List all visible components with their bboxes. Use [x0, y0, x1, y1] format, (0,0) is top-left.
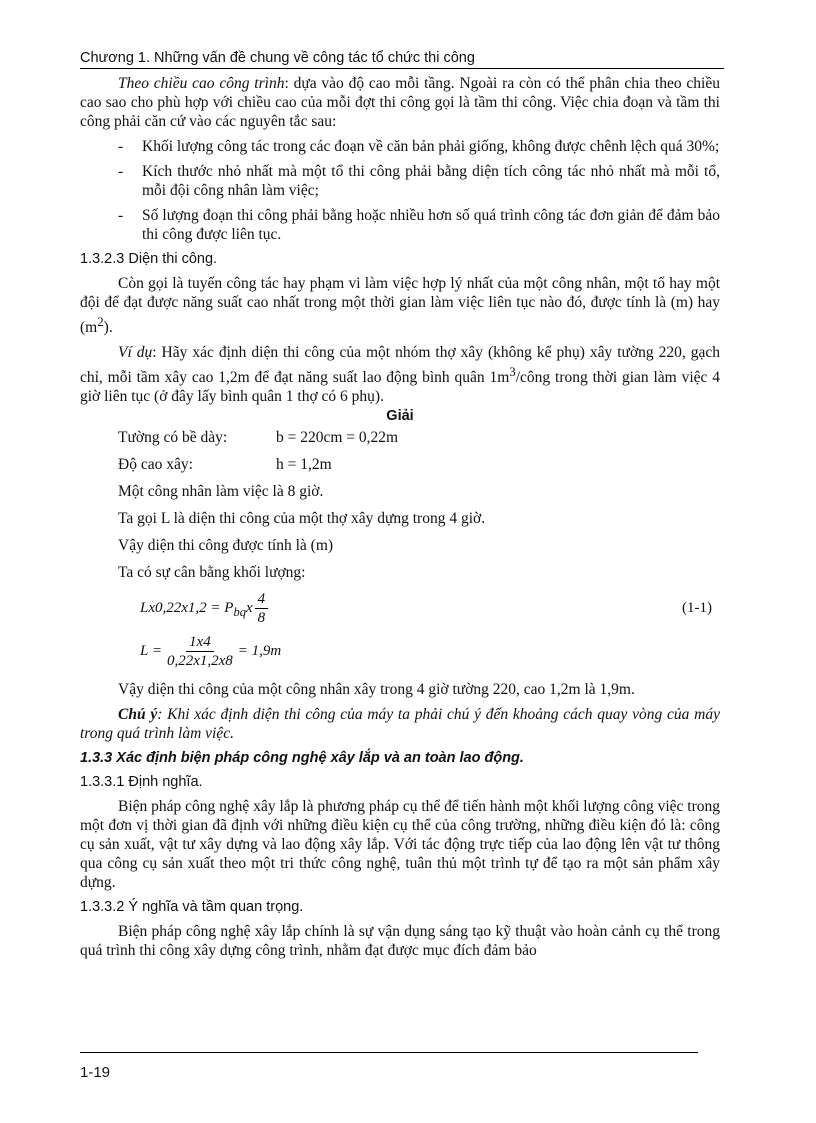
conclusion-line: Vậy diện thi công của một công nhân xây trong 4 giờ tường 220, cao 1,2m là 1,9m.: [118, 681, 635, 699]
paragraph-definition-method: Biện pháp công nghệ xây lắp là phương pháp cụ thể để tiến hành một khối lượng công việc trong một đơn vị thời gian đã định với những điều kiện cụ thể của công trường, những điều kiện đó là: công cụ sản xuất, vật tư xây dựng và lao động xây lắp. Với tác động trực tiếp của lao động lên vật tư thông qua công cụ sản xuất theo một tri thức công nghệ, tuân thủ một trình tự để tạo ra một sản phẩm xây dựng.: [80, 798, 720, 892]
note-paragraph: Chú ý: Khi xác định diện thi công của máy ta phải chú ý đến khoảng cách quay vòng của máy trong quá trình làm việc.: [80, 706, 721, 743]
running-header: Chương 1. Những vấn đề chung về công tác tổ chức thi công: [80, 50, 724, 69]
fraction: $\frac{1x4}{0,22x1,2x8}$: [166, 634, 233, 670]
solution-line: Ta gọi L là diện thi công của một thợ xây dựng trong 4 giờ.: [118, 510, 486, 528]
paragraph-example: Ví dụ: Hãy xác định diện thi công của một nhóm thợ xây (không kể phụ) xây tường 220, gạch chỉ, mỗi tầm xây cao 1,2m để đạt năng suất lao động bình quân $1m^3$/công trong thời gian làm việc 4 giờ liên tục (ở đây lấy bình quân 1 thợ có 6 phụ).: [80, 344, 720, 406]
equation-number: (1-1): [682, 600, 712, 617]
bullet-item: - Khối lượng công tác trong các đoạn về căn bản phải giống, không được chênh lệch quá 30%;: [118, 138, 720, 155]
given-height: Độ cao xây: h = 1,2m: [118, 456, 332, 474]
section-heading-1-3-2-3: 1.3.2.3 Diện thi công.: [80, 251, 218, 267]
emphasis-height: Theo chiều cao công trình: [118, 75, 285, 92]
paragraph-definition: Còn gọi là tuyến công tác hay phạm vi làm việc hợp lý nhất của một công nhân, một tổ hay một đội để đạt được năng suất cao nhất trong một thời gian làm việc liên tục nào đó, được tính là (m) hay $(m^2)$.: [80, 275, 720, 337]
section-heading-1-3-3-2: 1.3.3.2 Ý nghĩa và tầm quan trọng.: [80, 899, 304, 916]
bullet-item: - Kích thước nhỏ nhất mà một tổ thi công phải bằng diện tích công tác nhỏ nhất mà mỗi tổ, mỗi đội công nhân làm việc;: [118, 163, 720, 199]
equation-result: L = $\frac{1x4}{0,22x1,2x8}$ = 1,9m: [140, 634, 282, 670]
solution-line: Vậy diện thi công được tính là (m): [118, 537, 334, 555]
footer-rule: [80, 1052, 698, 1053]
solution-line: Ta có sự cân bằng khối lượng:: [118, 564, 306, 582]
fraction: $\frac{4}{8}$: [255, 590, 269, 627]
paragraph-importance: Biện pháp công nghệ xây lắp chính là sự vận dụng sáng tạo kỹ thuật vào hoàn cảnh cụ thể trong quá trình thi công xây dựng công trình, nhằm đạt được mục đích đảm bảo: [80, 923, 720, 960]
solution-title: Giải: [386, 408, 414, 425]
section-heading-1-3-3: 1.3.3 Xác định biện pháp công nghệ xây lắp và an toàn lao động.: [80, 750, 524, 767]
equation-1-1: $Lx0,22x1,2 = P_{bq}x$ $\frac{4}{8}$ (1-1): [80, 590, 720, 627]
solution-line: Một công nhân làm việc là 8 giờ.: [118, 483, 324, 501]
page-number: 1-19: [80, 1064, 111, 1081]
section-heading-1-3-3-1: 1.3.3.1 Định nghĩa.: [80, 774, 203, 791]
page-body: [80, 74, 720, 960]
given-thickness: Tường có bề dày: b = 220cm = 0,22m: [118, 429, 399, 447]
paragraph-height-division: Theo chiều cao công trình: dựa vào độ cao mỗi tầng. Ngoài ra còn có thể phân chia theo chiều cao sao cho phù hợp với chiều cao của mỗi đợt thi công gọi là tầm thi công. Việc chia đoạn và tầm thi công phải căn cứ vào các nguyên tắc sau:: [80, 75, 720, 130]
bullet-item: - Số lượng đoạn thi công phải bằng hoặc nhiều hơn số quá trình công tác đơn giản để đảm bảo thi công được liên tục.: [118, 207, 720, 243]
